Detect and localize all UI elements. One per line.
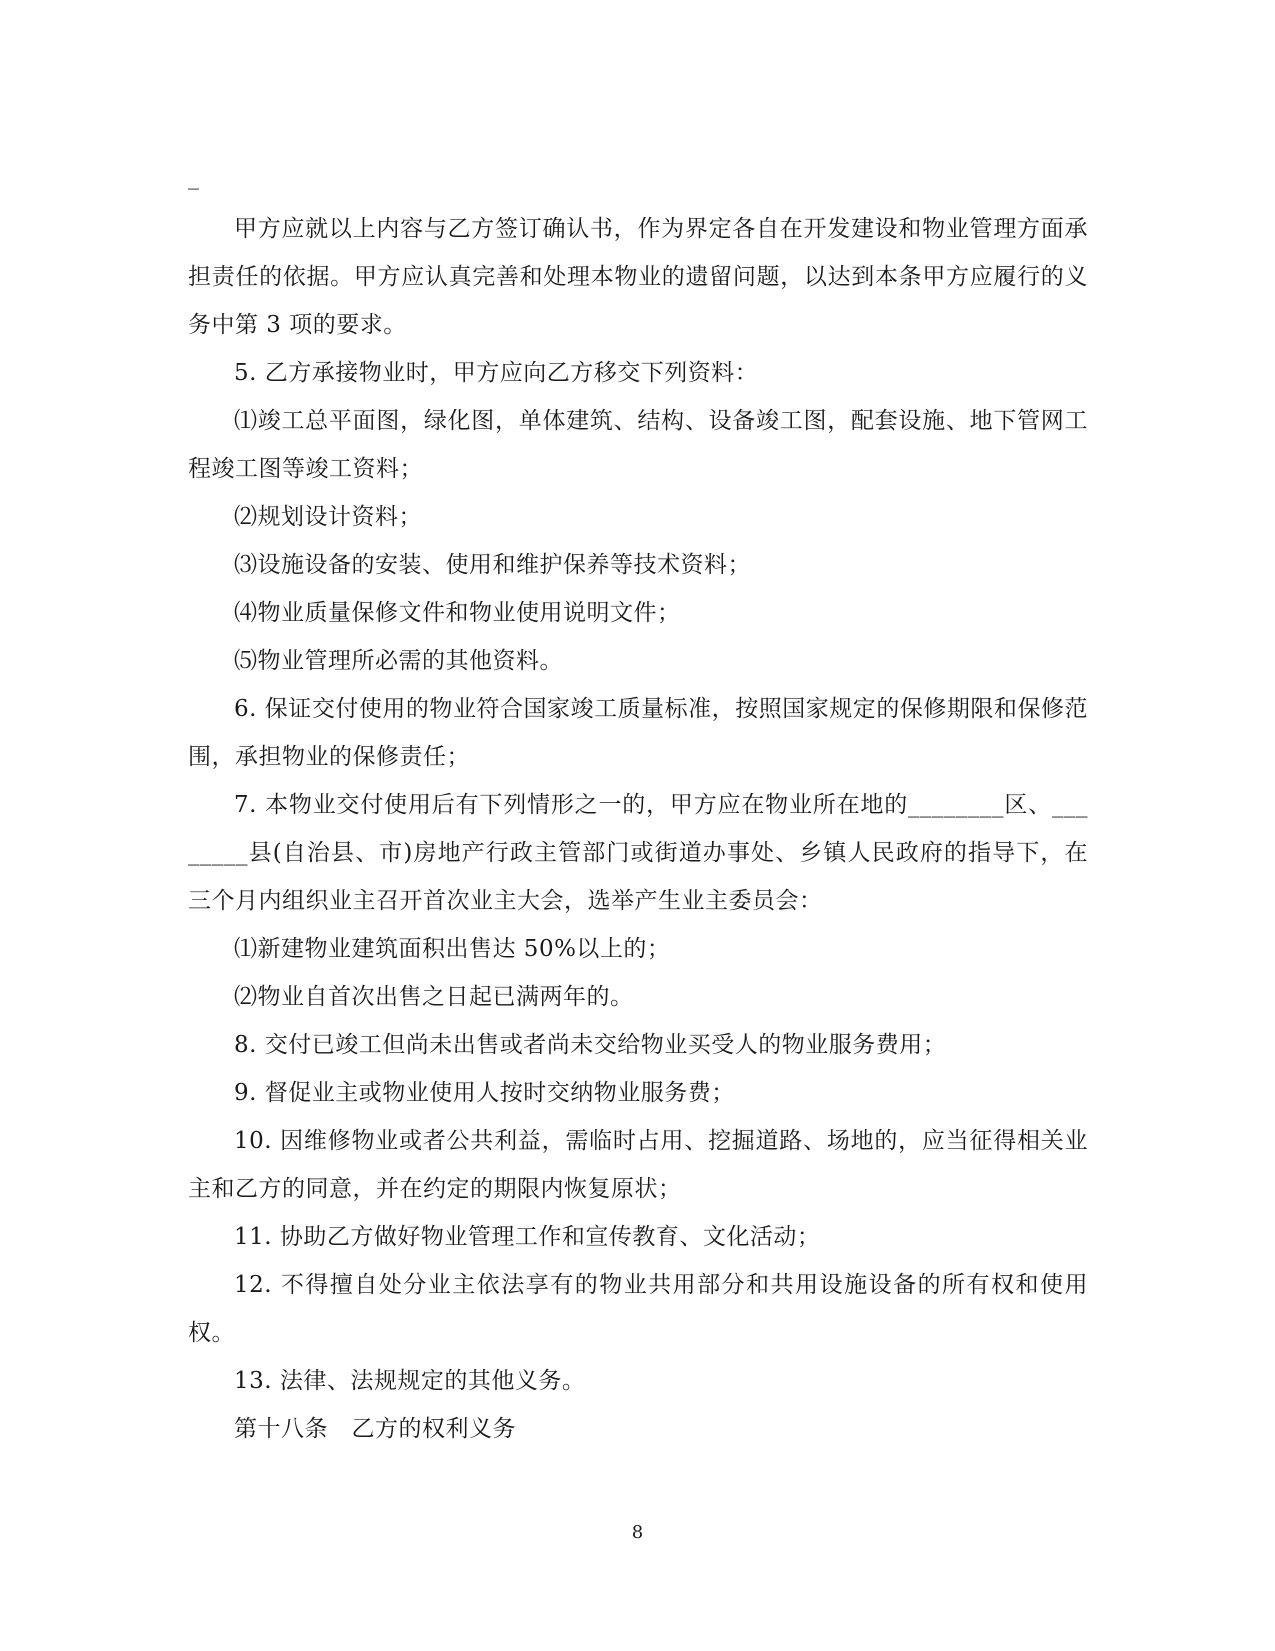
- list-item: ⑴竣工总平面图，绿化图，单体建筑、结构、设备竣工图，配套设施、地下管网工程竣工图等竣工资料；: [188, 408, 1088, 482]
- paragraph: 8. 交付已竣工但尚未出售或者尚未交给物业买受人的物业服务费用；: [234, 1032, 947, 1058]
- list-item: ⑵规划设计资料；: [234, 504, 422, 530]
- paragraph: 12. 不得擅自处分业主依法享有的物业共用部分和共用设施设备的所有权和使用权。: [188, 1272, 1088, 1346]
- page-number: 8: [631, 1522, 644, 1543]
- top-mark: _: [188, 165, 199, 190]
- paragraph: 13. 法律、法规规定的其他义务。: [234, 1368, 586, 1394]
- paragraph: 11. 协助乙方做好物业管理工作和宣传教育、文化活动；: [234, 1224, 821, 1250]
- list-item: ⑸物业管理所必需的其他资料。: [234, 648, 563, 674]
- paragraph: 10. 因维修物业或者公共利益，需临时占用、挖掘道路、场地的，应当征得相关业主和乙方的同意，并在约定的期限内恢复原状；: [188, 1128, 1088, 1202]
- paragraph: 5. 乙方承接物业时，甲方应向乙方移交下列资料：: [234, 360, 759, 386]
- document-body: [188, 205, 1088, 1453]
- list-item: ⑵物业自首次出售之日起已满两年的。: [234, 984, 634, 1010]
- list-item: ⑷物业质量保修文件和物业使用说明文件；: [234, 600, 681, 626]
- list-item: ⑶设施设备的安装、使用和维护保养等技术资料；: [234, 552, 751, 578]
- paragraph: 6. 保证交付使用的物业符合国家竣工质量标准，按照国家规定的保修期限和保修范围，承担物业的保修责任；: [188, 696, 1088, 770]
- section-heading: 第十八条 乙方的权利义务: [234, 1416, 516, 1442]
- paragraph: 7. 本物业交付使用后有下列情形之一的，甲方应在物业所在地的________区、________县(自治县、市)房地产行政主管部门或街道办事处、乡镇人民政府的指导下，在三个月内组织业主召开首次业主大会，选举产生业主委员会：: [188, 792, 1088, 914]
- paragraph: 甲方应就以上内容与乙方签订确认书，作为界定各自在开发建设和物业管理方面承担责任的依据。甲方应认真完善和处理本物业的遗留问题，以达到本条甲方应履行的义务中第 3 项的要求。: [188, 216, 1088, 338]
- paragraph: 9. 督促业主或物业使用人按时交纳物业服务费；: [234, 1080, 735, 1106]
- list-item: ⑴新建物业建筑面积出售达 50%以上的；: [234, 936, 671, 962]
